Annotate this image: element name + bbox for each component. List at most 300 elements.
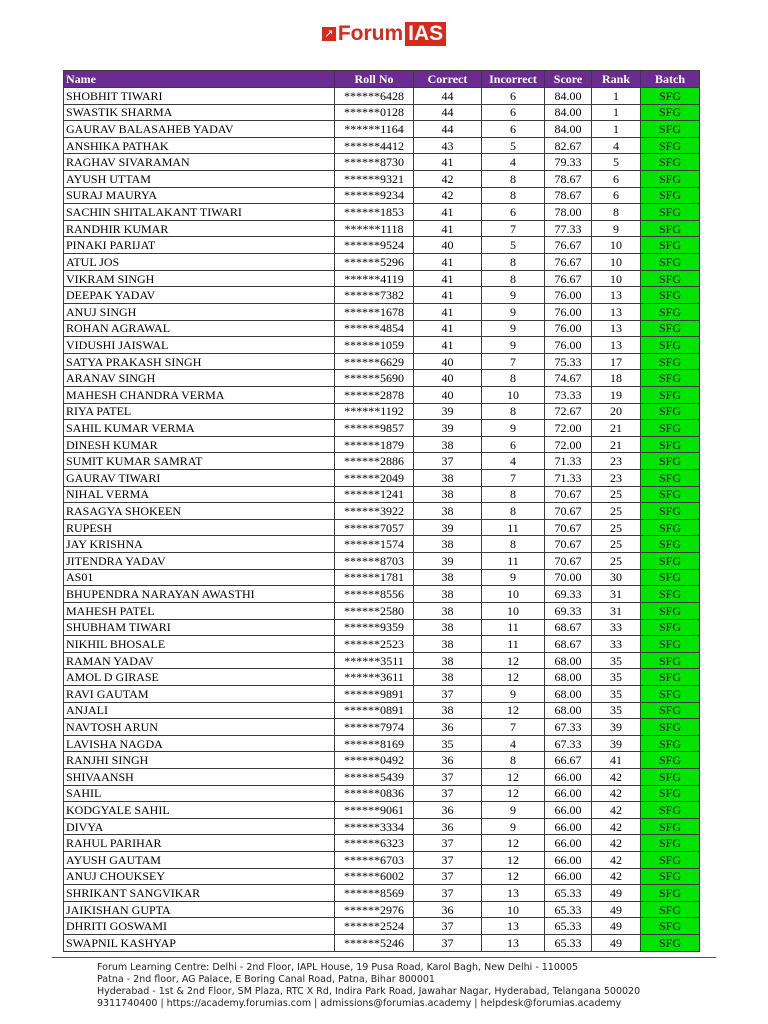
cell-rank: 4 bbox=[592, 137, 641, 154]
cell-name: ROHAN AGRAWAL bbox=[64, 320, 335, 337]
cell-correct: 36 bbox=[414, 901, 482, 918]
cell-rank: 35 bbox=[592, 652, 641, 669]
table-row bbox=[64, 685, 700, 702]
footer-hyderabad-address: Hyderabad - 1st & 2nd Floor, SM Plaza, RTC X Rd, Indira Park Road, Jawahar Nagar, Hyderabad, Telangana 500020 bbox=[97, 986, 641, 997]
table-row bbox=[64, 602, 700, 619]
cell-incorrect: 8 bbox=[482, 403, 545, 420]
table-row bbox=[64, 303, 700, 320]
table-row bbox=[64, 453, 700, 470]
cell-incorrect: 8 bbox=[482, 171, 545, 188]
table-row bbox=[64, 204, 700, 221]
cell-batch: SFG bbox=[641, 735, 700, 752]
cell-roll-no: ******8730 bbox=[335, 154, 414, 171]
cell-name: MAHESH PATEL bbox=[64, 602, 335, 619]
footer-contact: 9311740400 | https://academy.forumias.com | admissions@forumias.academy | helpdesk@forumias.academy bbox=[97, 998, 622, 1009]
cell-correct: 35 bbox=[414, 735, 482, 752]
cell-name: RAMAN YADAV bbox=[64, 652, 335, 669]
cell-rank: 42 bbox=[592, 818, 641, 835]
cell-roll-no: ******5439 bbox=[335, 768, 414, 785]
cell-correct: 42 bbox=[414, 187, 482, 204]
cell-incorrect: 8 bbox=[482, 486, 545, 503]
cell-incorrect: 7 bbox=[482, 719, 545, 736]
cell-roll-no: ******5296 bbox=[335, 254, 414, 271]
cell-correct: 41 bbox=[414, 337, 482, 354]
cell-rank: 5 bbox=[592, 154, 641, 171]
cell-incorrect: 10 bbox=[482, 901, 545, 918]
cell-rank: 41 bbox=[592, 752, 641, 769]
cell-batch: SFG bbox=[641, 586, 700, 603]
cell-batch: SFG bbox=[641, 121, 700, 138]
cell-rank: 25 bbox=[592, 486, 641, 503]
cell-score: 75.33 bbox=[545, 353, 592, 370]
cell-score: 70.67 bbox=[545, 503, 592, 520]
cell-correct: 40 bbox=[414, 386, 482, 403]
cell-name: SUMIT KUMAR SAMRAT bbox=[64, 453, 335, 470]
cell-name: RANDHIR KUMAR bbox=[64, 220, 335, 237]
cell-rank: 42 bbox=[592, 835, 641, 852]
cell-score: 68.00 bbox=[545, 702, 592, 719]
cell-name: AYUSH UTTAM bbox=[64, 171, 335, 188]
cell-roll-no: ******0492 bbox=[335, 752, 414, 769]
cell-roll-no: ******1678 bbox=[335, 303, 414, 320]
cell-score: 84.00 bbox=[545, 121, 592, 138]
cell-name: ANJALI bbox=[64, 702, 335, 719]
cell-incorrect: 9 bbox=[482, 569, 545, 586]
cell-correct: 38 bbox=[414, 569, 482, 586]
cell-correct: 41 bbox=[414, 270, 482, 287]
cell-roll-no: ******2580 bbox=[335, 602, 414, 619]
cell-name: VIKRAM SINGH bbox=[64, 270, 335, 287]
cell-roll-no: ******8169 bbox=[335, 735, 414, 752]
cell-roll-no: ******8703 bbox=[335, 553, 414, 570]
cell-batch: SFG bbox=[641, 303, 700, 320]
cell-batch: SFG bbox=[641, 553, 700, 570]
cell-correct: 38 bbox=[414, 652, 482, 669]
cell-rank: 1 bbox=[592, 104, 641, 121]
cell-incorrect: 5 bbox=[482, 137, 545, 154]
cell-batch: SFG bbox=[641, 702, 700, 719]
cell-score: 78.67 bbox=[545, 171, 592, 188]
cell-name: LAVISHA NAGDA bbox=[64, 735, 335, 752]
cell-roll-no: ******6703 bbox=[335, 852, 414, 869]
cell-correct: 36 bbox=[414, 719, 482, 736]
cell-batch: SFG bbox=[641, 370, 700, 387]
cell-score: 76.00 bbox=[545, 337, 592, 354]
cell-score: 84.00 bbox=[545, 104, 592, 121]
cell-rank: 10 bbox=[592, 270, 641, 287]
cell-name: ANSHIKA PATHAK bbox=[64, 137, 335, 154]
cell-incorrect: 5 bbox=[482, 237, 545, 254]
cell-roll-no: ******5246 bbox=[335, 935, 414, 952]
header-incorrect: Incorrect bbox=[482, 71, 545, 88]
cell-score: 77.33 bbox=[545, 220, 592, 237]
table-row bbox=[64, 652, 700, 669]
table-row bbox=[64, 220, 700, 237]
cell-rank: 31 bbox=[592, 602, 641, 619]
cell-roll-no: ******9857 bbox=[335, 420, 414, 437]
cell-correct: 41 bbox=[414, 303, 482, 320]
cell-roll-no: ******9359 bbox=[335, 619, 414, 636]
cell-rank: 35 bbox=[592, 669, 641, 686]
table-row bbox=[64, 752, 700, 769]
table-row bbox=[64, 287, 700, 304]
table-row bbox=[64, 818, 700, 835]
cell-batch: SFG bbox=[641, 868, 700, 885]
cell-name: SAHIL KUMAR VERMA bbox=[64, 420, 335, 437]
cell-score: 72.00 bbox=[545, 436, 592, 453]
cell-incorrect: 10 bbox=[482, 602, 545, 619]
cell-roll-no: ******5690 bbox=[335, 370, 414, 387]
cell-correct: 37 bbox=[414, 768, 482, 785]
cell-incorrect: 11 bbox=[482, 619, 545, 636]
cell-correct: 37 bbox=[414, 935, 482, 952]
cell-batch: SFG bbox=[641, 453, 700, 470]
cell-name: SATYA PRAKASH SINGH bbox=[64, 353, 335, 370]
cell-incorrect: 12 bbox=[482, 785, 545, 802]
cell-incorrect: 8 bbox=[482, 536, 545, 553]
cell-correct: 37 bbox=[414, 918, 482, 935]
cell-roll-no: ******0128 bbox=[335, 104, 414, 121]
cell-correct: 36 bbox=[414, 802, 482, 819]
cell-roll-no: ******4119 bbox=[335, 270, 414, 287]
cell-batch: SFG bbox=[641, 669, 700, 686]
cell-rank: 35 bbox=[592, 702, 641, 719]
cell-incorrect: 8 bbox=[482, 503, 545, 520]
cell-incorrect: 4 bbox=[482, 735, 545, 752]
cell-roll-no: ******1118 bbox=[335, 220, 414, 237]
table-row bbox=[64, 403, 700, 420]
cell-score: 66.00 bbox=[545, 818, 592, 835]
cell-batch: SFG bbox=[641, 237, 700, 254]
cell-roll-no: ******6428 bbox=[335, 88, 414, 105]
cell-score: 66.00 bbox=[545, 835, 592, 852]
table-row bbox=[64, 702, 700, 719]
cell-name: DINESH KUMAR bbox=[64, 436, 335, 453]
cell-roll-no: ******7974 bbox=[335, 719, 414, 736]
cell-roll-no: ******6629 bbox=[335, 353, 414, 370]
header-correct: Correct bbox=[414, 71, 482, 88]
cell-roll-no: ******1574 bbox=[335, 536, 414, 553]
cell-batch: SFG bbox=[641, 536, 700, 553]
cell-score: 71.33 bbox=[545, 453, 592, 470]
cell-name: NIKHIL BHOSALE bbox=[64, 636, 335, 653]
table-row bbox=[64, 121, 700, 138]
cell-batch: SFG bbox=[641, 818, 700, 835]
cell-name: RUPESH bbox=[64, 519, 335, 536]
cell-score: 76.00 bbox=[545, 303, 592, 320]
cell-incorrect: 10 bbox=[482, 586, 545, 603]
cell-incorrect: 4 bbox=[482, 453, 545, 470]
cell-batch: SFG bbox=[641, 137, 700, 154]
cell-score: 84.00 bbox=[545, 88, 592, 105]
cell-score: 68.00 bbox=[545, 685, 592, 702]
table-row bbox=[64, 785, 700, 802]
results-table bbox=[63, 70, 700, 952]
table-row bbox=[64, 802, 700, 819]
cell-roll-no: ******0891 bbox=[335, 702, 414, 719]
cell-correct: 41 bbox=[414, 287, 482, 304]
cell-batch: SFG bbox=[641, 436, 700, 453]
cell-name: RASAGYA SHOKEEN bbox=[64, 503, 335, 520]
cell-score: 82.67 bbox=[545, 137, 592, 154]
cell-roll-no: ******6323 bbox=[335, 835, 414, 852]
cell-incorrect: 6 bbox=[482, 436, 545, 453]
cell-name: NIHAL VERMA bbox=[64, 486, 335, 503]
cell-roll-no: ******1059 bbox=[335, 337, 414, 354]
cell-correct: 41 bbox=[414, 204, 482, 221]
table-row bbox=[64, 901, 700, 918]
cell-incorrect: 13 bbox=[482, 885, 545, 902]
cell-correct: 36 bbox=[414, 752, 482, 769]
cell-rank: 1 bbox=[592, 88, 641, 105]
cell-rank: 39 bbox=[592, 735, 641, 752]
cell-score: 73.33 bbox=[545, 386, 592, 403]
cell-rank: 42 bbox=[592, 785, 641, 802]
cell-correct: 41 bbox=[414, 254, 482, 271]
cell-batch: SFG bbox=[641, 88, 700, 105]
cell-correct: 38 bbox=[414, 536, 482, 553]
cell-correct: 39 bbox=[414, 519, 482, 536]
cell-score: 76.00 bbox=[545, 320, 592, 337]
cell-correct: 41 bbox=[414, 220, 482, 237]
table-row bbox=[64, 935, 700, 952]
cell-incorrect: 9 bbox=[482, 303, 545, 320]
cell-rank: 49 bbox=[592, 918, 641, 935]
cell-name: DEEPAK YADAV bbox=[64, 287, 335, 304]
cell-rank: 33 bbox=[592, 636, 641, 653]
cell-name: DHRITI GOSWAMI bbox=[64, 918, 335, 935]
cell-roll-no: ******9524 bbox=[335, 237, 414, 254]
cell-score: 65.33 bbox=[545, 885, 592, 902]
cell-correct: 40 bbox=[414, 370, 482, 387]
cell-roll-no: ******1241 bbox=[335, 486, 414, 503]
cell-incorrect: 12 bbox=[482, 868, 545, 885]
table-row bbox=[64, 503, 700, 520]
table-row bbox=[64, 835, 700, 852]
cell-incorrect: 7 bbox=[482, 470, 545, 487]
footer-patna-address: Patna - 2nd floor, AG Palace, E Boring Canal Road, Patna, Bihar 800001 bbox=[97, 974, 435, 985]
cell-score: 65.33 bbox=[545, 901, 592, 918]
cell-name: JAY KRISHNA bbox=[64, 536, 335, 553]
cell-score: 72.67 bbox=[545, 403, 592, 420]
cell-roll-no: ******1879 bbox=[335, 436, 414, 453]
cell-rank: 30 bbox=[592, 569, 641, 586]
cell-batch: SFG bbox=[641, 204, 700, 221]
cell-name: RANJHI SINGH bbox=[64, 752, 335, 769]
cell-incorrect: 11 bbox=[482, 553, 545, 570]
cell-name: SHUBHAM TIWARI bbox=[64, 619, 335, 636]
table-row bbox=[64, 852, 700, 869]
cell-name: SHIVAANSH bbox=[64, 768, 335, 785]
cell-score: 71.33 bbox=[545, 470, 592, 487]
cell-incorrect: 6 bbox=[482, 104, 545, 121]
cell-batch: SFG bbox=[641, 885, 700, 902]
cell-rank: 13 bbox=[592, 337, 641, 354]
table-row bbox=[64, 420, 700, 437]
cell-incorrect: 9 bbox=[482, 320, 545, 337]
cell-batch: SFG bbox=[641, 852, 700, 869]
table-row bbox=[64, 636, 700, 653]
cell-incorrect: 9 bbox=[482, 337, 545, 354]
cell-incorrect: 8 bbox=[482, 187, 545, 204]
cell-score: 68.00 bbox=[545, 669, 592, 686]
cell-roll-no: ******8569 bbox=[335, 885, 414, 902]
cell-score: 69.33 bbox=[545, 586, 592, 603]
cell-correct: 37 bbox=[414, 453, 482, 470]
table-row bbox=[64, 88, 700, 105]
cell-correct: 40 bbox=[414, 353, 482, 370]
cell-name: RAHUL PARIHAR bbox=[64, 835, 335, 852]
cell-rank: 23 bbox=[592, 470, 641, 487]
cell-score: 78.67 bbox=[545, 187, 592, 204]
table-row bbox=[64, 320, 700, 337]
cell-rank: 13 bbox=[592, 320, 641, 337]
cell-incorrect: 8 bbox=[482, 270, 545, 287]
cell-roll-no: ******7057 bbox=[335, 519, 414, 536]
cell-score: 72.00 bbox=[545, 420, 592, 437]
cell-correct: 37 bbox=[414, 685, 482, 702]
cell-correct: 36 bbox=[414, 818, 482, 835]
cell-score: 78.00 bbox=[545, 204, 592, 221]
cell-incorrect: 12 bbox=[482, 702, 545, 719]
cell-correct: 44 bbox=[414, 88, 482, 105]
cell-rank: 13 bbox=[592, 303, 641, 320]
cell-correct: 42 bbox=[414, 171, 482, 188]
cell-rank: 39 bbox=[592, 719, 641, 736]
logo-arrow-icon: ↗ bbox=[322, 27, 336, 41]
cell-correct: 38 bbox=[414, 702, 482, 719]
cell-roll-no: ******2524 bbox=[335, 918, 414, 935]
cell-rank: 6 bbox=[592, 187, 641, 204]
cell-score: 69.33 bbox=[545, 602, 592, 619]
cell-incorrect: 12 bbox=[482, 669, 545, 686]
cell-name: ARANAV SINGH bbox=[64, 370, 335, 387]
cell-score: 76.00 bbox=[545, 287, 592, 304]
cell-name: ANUJ CHOUKSEY bbox=[64, 868, 335, 885]
cell-roll-no: ******2976 bbox=[335, 901, 414, 918]
cell-correct: 38 bbox=[414, 636, 482, 653]
header-roll-no: Roll No bbox=[335, 71, 414, 88]
cell-name: NAVTOSH ARUN bbox=[64, 719, 335, 736]
cell-rank: 23 bbox=[592, 453, 641, 470]
cell-roll-no: ******7382 bbox=[335, 287, 414, 304]
cell-name: VIDUSHI JAISWAL bbox=[64, 337, 335, 354]
cell-score: 68.00 bbox=[545, 652, 592, 669]
cell-rank: 9 bbox=[592, 220, 641, 237]
cell-batch: SFG bbox=[641, 171, 700, 188]
cell-batch: SFG bbox=[641, 154, 700, 171]
header-score: Score bbox=[545, 71, 592, 88]
cell-roll-no: ******0836 bbox=[335, 785, 414, 802]
cell-incorrect: 8 bbox=[482, 254, 545, 271]
table-row bbox=[64, 569, 700, 586]
cell-correct: 39 bbox=[414, 553, 482, 570]
cell-batch: SFG bbox=[641, 802, 700, 819]
cell-correct: 38 bbox=[414, 586, 482, 603]
table-row bbox=[64, 386, 700, 403]
table-row bbox=[64, 353, 700, 370]
cell-rank: 21 bbox=[592, 436, 641, 453]
cell-roll-no: ******1164 bbox=[335, 121, 414, 138]
cell-batch: SFG bbox=[641, 337, 700, 354]
cell-score: 70.67 bbox=[545, 536, 592, 553]
cell-correct: 37 bbox=[414, 885, 482, 902]
cell-correct: 38 bbox=[414, 486, 482, 503]
cell-score: 65.33 bbox=[545, 918, 592, 935]
cell-batch: SFG bbox=[641, 403, 700, 420]
cell-name: GAURAV BALASAHEB YADAV bbox=[64, 121, 335, 138]
cell-batch: SFG bbox=[641, 254, 700, 271]
cell-incorrect: 7 bbox=[482, 220, 545, 237]
table-header-row bbox=[64, 71, 700, 88]
cell-batch: SFG bbox=[641, 602, 700, 619]
cell-roll-no: ******1853 bbox=[335, 204, 414, 221]
cell-batch: SFG bbox=[641, 386, 700, 403]
cell-batch: SFG bbox=[641, 220, 700, 237]
cell-name: RAVI GAUTAM bbox=[64, 685, 335, 702]
cell-batch: SFG bbox=[641, 619, 700, 636]
cell-batch: SFG bbox=[641, 187, 700, 204]
cell-incorrect: 6 bbox=[482, 204, 545, 221]
cell-roll-no: ******4854 bbox=[335, 320, 414, 337]
table-row bbox=[64, 187, 700, 204]
cell-roll-no: ******9891 bbox=[335, 685, 414, 702]
cell-incorrect: 12 bbox=[482, 652, 545, 669]
cell-name: SWASTIK SHARMA bbox=[64, 104, 335, 121]
cell-roll-no: ******1781 bbox=[335, 569, 414, 586]
table-row bbox=[64, 719, 700, 736]
cell-batch: SFG bbox=[641, 935, 700, 952]
cell-score: 70.67 bbox=[545, 486, 592, 503]
cell-rank: 25 bbox=[592, 553, 641, 570]
cell-incorrect: 13 bbox=[482, 935, 545, 952]
cell-batch: SFG bbox=[641, 503, 700, 520]
cell-correct: 38 bbox=[414, 619, 482, 636]
cell-correct: 38 bbox=[414, 436, 482, 453]
table-row bbox=[64, 270, 700, 287]
cell-score: 66.00 bbox=[545, 768, 592, 785]
cell-roll-no: ******6002 bbox=[335, 868, 414, 885]
cell-batch: SFG bbox=[641, 287, 700, 304]
cell-batch: SFG bbox=[641, 685, 700, 702]
cell-rank: 49 bbox=[592, 901, 641, 918]
cell-score: 66.00 bbox=[545, 852, 592, 869]
cell-name: SWAPNIL KASHYAP bbox=[64, 935, 335, 952]
cell-roll-no: ******3334 bbox=[335, 818, 414, 835]
table-row bbox=[64, 519, 700, 536]
cell-score: 67.33 bbox=[545, 735, 592, 752]
cell-batch: SFG bbox=[641, 752, 700, 769]
cell-correct: 44 bbox=[414, 121, 482, 138]
cell-batch: SFG bbox=[641, 901, 700, 918]
cell-rank: 49 bbox=[592, 935, 641, 952]
cell-rank: 10 bbox=[592, 254, 641, 271]
cell-incorrect: 11 bbox=[482, 636, 545, 653]
cell-name: AYUSH GAUTAM bbox=[64, 852, 335, 869]
cell-rank: 18 bbox=[592, 370, 641, 387]
cell-score: 70.67 bbox=[545, 553, 592, 570]
cell-roll-no: ******9061 bbox=[335, 802, 414, 819]
cell-name: ANUJ SINGH bbox=[64, 303, 335, 320]
cell-score: 66.00 bbox=[545, 785, 592, 802]
cell-incorrect: 12 bbox=[482, 835, 545, 852]
cell-batch: SFG bbox=[641, 320, 700, 337]
cell-roll-no: ******2049 bbox=[335, 470, 414, 487]
cell-correct: 38 bbox=[414, 470, 482, 487]
table-row bbox=[64, 237, 700, 254]
cell-incorrect: 9 bbox=[482, 802, 545, 819]
cell-incorrect: 12 bbox=[482, 852, 545, 869]
